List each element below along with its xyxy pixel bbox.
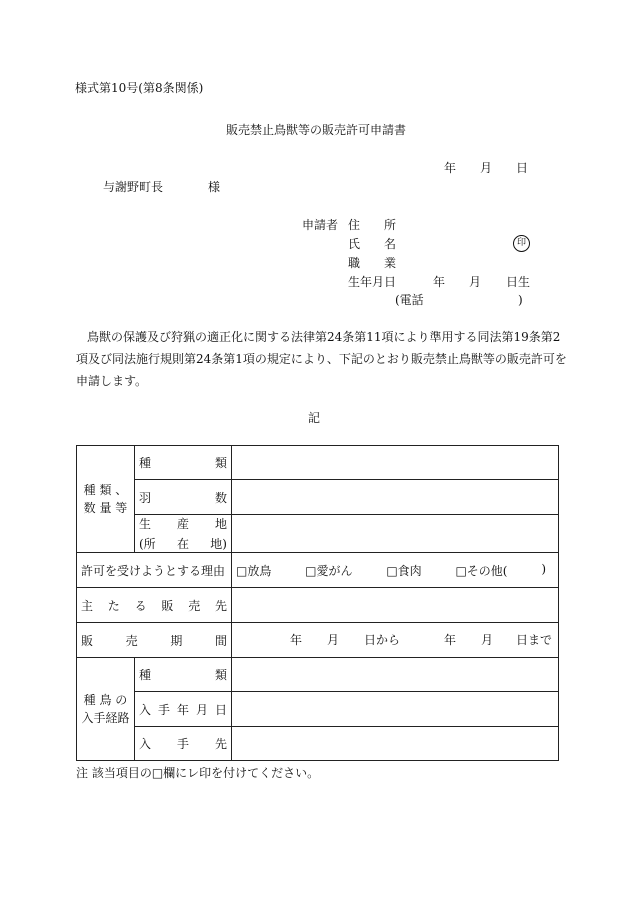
ki-heading: 記 bbox=[308, 411, 321, 425]
name-label: 氏 名 bbox=[348, 237, 396, 251]
addressee-honorific: 様 bbox=[208, 180, 221, 194]
form-number: 様式第10号(第8条関係) bbox=[75, 81, 204, 95]
body-line-1: 鳥獣の保護及び狩猟の適正化に関する法律第24条第11項により準用する同法第19条第2 bbox=[87, 330, 561, 344]
acquisition-date-label: 入 手 年 月 日 bbox=[135, 692, 232, 727]
birth-year-label: 年 bbox=[433, 275, 446, 289]
birth-month-label: 月 bbox=[469, 275, 482, 289]
origin-label: 生 産 地 (所 在 地) bbox=[135, 515, 232, 553]
reason-label: 許可を受けようとする理由 bbox=[77, 553, 232, 588]
species-quantity-group-label: 種 類 、 数 量 等 bbox=[77, 446, 135, 553]
document-title: 販売禁止鳥獣等の販売許可申請書 bbox=[226, 123, 407, 137]
date-month-label: 月 bbox=[480, 161, 493, 175]
phone-close-paren: ) bbox=[518, 293, 523, 307]
applicant-label: 申請者 bbox=[302, 218, 339, 232]
species-field[interactable] bbox=[232, 446, 559, 480]
option-other-close-paren: ) bbox=[541, 561, 546, 576]
species-label: 種 類 bbox=[135, 446, 232, 480]
occupation-label: 職 業 bbox=[348, 256, 396, 270]
option-other-checkbox[interactable]: □その他( bbox=[455, 563, 508, 578]
footnote: 注 該当項目の□欄にレ印を付けてください。 bbox=[76, 766, 320, 780]
main-seller-field[interactable] bbox=[232, 588, 559, 623]
date-day-label: 日 bbox=[516, 161, 529, 175]
option-release-checkbox[interactable]: □放鳥 bbox=[236, 563, 272, 578]
reason-options bbox=[232, 553, 559, 588]
addressee: 与謝野町長 bbox=[103, 180, 164, 194]
acquisition-source-field[interactable] bbox=[232, 727, 559, 761]
main-seller-label: 主 た る 販 売 先 bbox=[77, 588, 232, 623]
option-food-checkbox[interactable]: □食肉 bbox=[386, 563, 422, 578]
acquisition-route-group-label: 種 鳥 の 入手経路 bbox=[77, 658, 135, 761]
address-label: 住 所 bbox=[348, 218, 396, 232]
origin-field[interactable] bbox=[232, 515, 559, 553]
option-pet-checkbox[interactable]: □愛がん bbox=[305, 563, 353, 578]
seal-mark: 印 bbox=[513, 235, 530, 252]
body-line-2: 項及び同法施行規則第24条第1項の規定により、下記のとおり販売禁止鳥獣等の販売許可を bbox=[76, 352, 567, 366]
birth-day-label: 日生 bbox=[506, 275, 531, 289]
count-label: 羽 数 bbox=[135, 480, 232, 515]
phone-label: (電話 bbox=[395, 293, 424, 307]
application-table bbox=[76, 445, 559, 761]
sales-period-label: 販 売 期 間 bbox=[77, 623, 232, 658]
birthdate-label: 生年月日 bbox=[348, 275, 397, 289]
sales-period-field[interactable]: 年 月 日から 年 月 日まで bbox=[232, 623, 559, 658]
acquisition-date-field[interactable] bbox=[232, 692, 559, 727]
date-year-label: 年 bbox=[444, 161, 457, 175]
body-line-3: 申請します。 bbox=[76, 374, 148, 388]
breeding-species-label: 種 類 bbox=[135, 658, 232, 692]
count-field[interactable] bbox=[232, 480, 559, 515]
breeding-species-field[interactable] bbox=[232, 658, 559, 692]
acquisition-source-label: 入 手 先 bbox=[135, 727, 232, 761]
